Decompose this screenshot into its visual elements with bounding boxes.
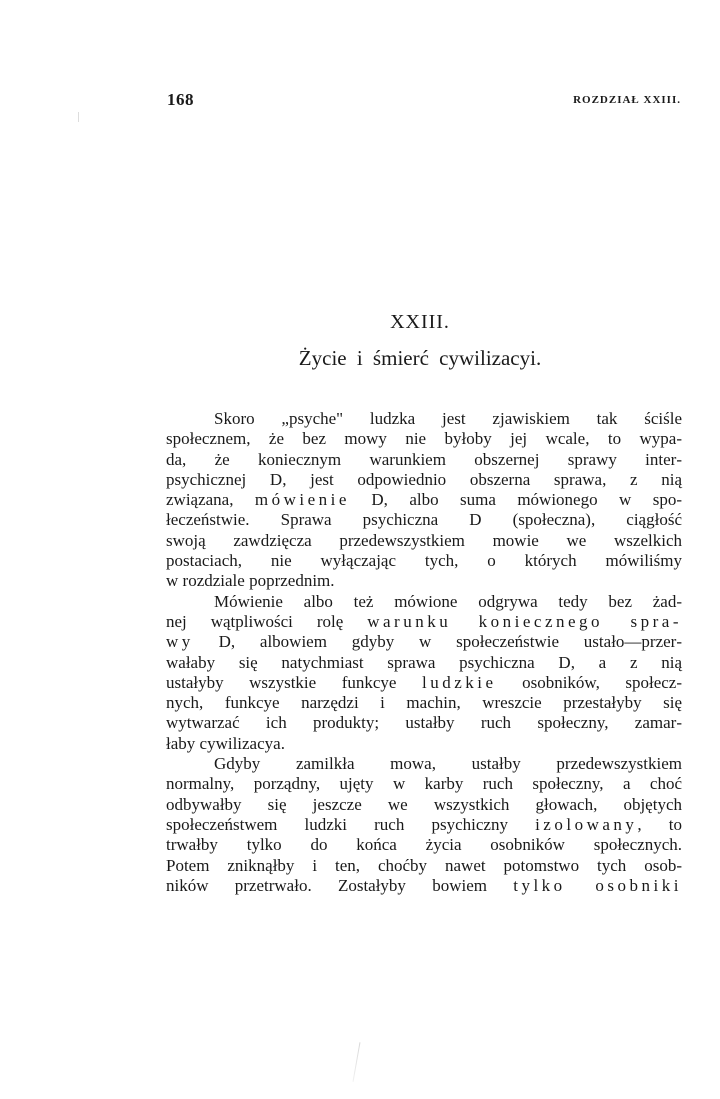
- text-line: Skoro „psyche" ludzka jest zjawiskiem tak ściśle: [214, 409, 682, 428]
- emphasis: wy: [166, 632, 194, 652]
- text-line: psychicznej D, jest odpowiednio obszerna sprawa, z nią: [166, 469, 682, 489]
- text-line: społecznem, że bez mowy nie byłoby jej wcale, to wypa‑: [166, 429, 682, 449]
- text-line: nej wątpliwości rolę warunku koniecznego spra‑: [166, 611, 682, 631]
- chapter-title: Życie i śmierć cywilizacyi.: [298, 346, 542, 370]
- scan-artifact: [78, 112, 79, 122]
- text-line: związana, mówienie D, albo suma mówionego w spo‑: [166, 490, 682, 510]
- text-line: w rozdziale poprzednim.: [166, 571, 335, 591]
- emphasis: mówienie: [254, 490, 350, 510]
- text-line: odbywałby się jeszcze we wszystkich głowach, objętych: [166, 794, 682, 814]
- text-line: Mówienie albo też mówione odgrywa tedy bez żad‑: [214, 591, 682, 611]
- body-text: [166, 409, 682, 896]
- text-line: wytwarzać ich produkty; ustałby ruch społeczny, zamar‑: [166, 713, 682, 733]
- text-line: łaby cywilizacya.: [166, 733, 285, 753]
- page-number: 168: [167, 90, 194, 109]
- emphasis: ludzkie: [422, 672, 497, 692]
- text-line: ustałyby wszystkie funkcye ludzkie osobników, społecz‑: [166, 672, 683, 692]
- emphasis: izolowany: [535, 814, 638, 834]
- text-line: normalny, porządny, ujęty w karby ruch społeczny, a choć: [166, 774, 682, 794]
- text-line: trwałby tylko do końca życia osobników społecznych.: [166, 835, 682, 855]
- scan-artifact: [353, 1042, 361, 1082]
- text-line: swoją zawdzięcza przedewszystkiem mowie we wszelkich: [166, 530, 682, 550]
- text-line: ników przetrwało. Zostałyby bowiem tylko osobniki: [166, 875, 682, 895]
- text-line: łeczeństwie. Sprawa psychiczna D (społeczna), ciągłość: [166, 510, 682, 530]
- text-line: Gdyby zamilkła mowa, ustałby przedewszystkiem: [214, 754, 682, 774]
- chapter-number: XXIII.: [390, 311, 450, 333]
- running-head: ROZDZIAŁ XXIII.: [573, 94, 681, 106]
- text-line: Potem zniknąłby i ten, choćby nawet potomstwo tych osob‑: [166, 855, 682, 875]
- text-line: wy D, albowiem gdyby w społeczeństwie ustało—przer‑: [166, 632, 682, 652]
- emphasis: tylko osobniki: [513, 875, 682, 895]
- text-line: wałaby się natychmiast sprawa psychiczna D, a z nią: [166, 652, 682, 672]
- text-line: nych, funkcye narzędzi i machin, wreszcie przestałyby się: [166, 693, 682, 713]
- text-line: społeczeństwem ludzki ruch psychiczny izolowany, to: [166, 814, 683, 834]
- text-line: da, że koniecznym warunkiem obszernej sprawy inter‑: [166, 449, 682, 469]
- text-line: postaciach, nie wyłączając tych, o których mówiliśmy: [166, 551, 682, 571]
- emphasis: warunku koniecznego spra‑: [367, 611, 682, 631]
